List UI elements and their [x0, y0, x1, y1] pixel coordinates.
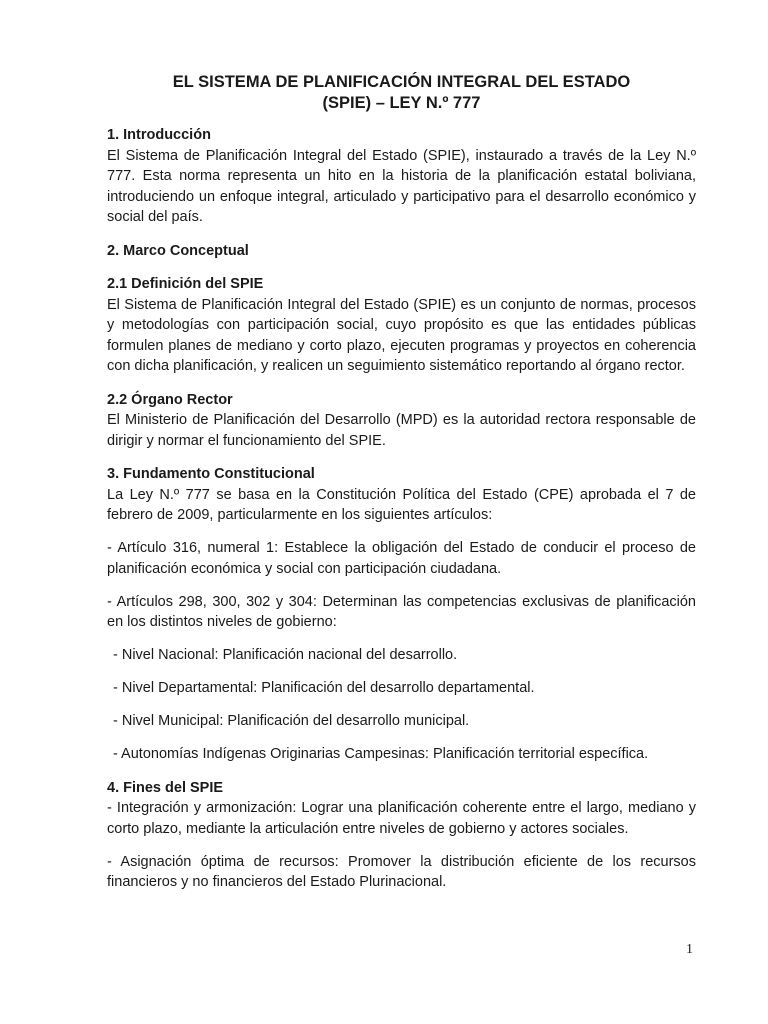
list-item-integracion: - Integración y armonización: Lograr una planificación coherente entre el largo, mediano y corto plazo, mediante la articulación entre niveles de gobierno y actores sociales. [107, 800, 696, 837]
title-line-2: (SPIE) – LEY N.º 777 [322, 94, 481, 112]
sub-item-nivel-municipal: - Nivel Municipal: Planificación del desarrollo municipal. [113, 713, 470, 729]
paragraph-introduccion: El Sistema de Planificación Integral del Estado (SPIE), instaurado a través de la Ley N.º 777. Esta norma representa un hito en la historia de la planificación estatal boliviana, introduciendo un enfoque integral, articulado y participativo para el desarrollo económico y social del país. [107, 147, 696, 225]
title-line-1: EL SISTEMA DE PLANIFICACIÓN INTEGRAL DEL ESTADO [172, 73, 631, 91]
sub-item-autonomias-indigenas: - Autonomías Indígenas Originarias Campesinas: Planificación territorial específica. [113, 746, 649, 762]
list-item-articulo-316: - Artículo 316, numeral 1: Establece la obligación del Estado de conducir el proceso de planificación económica y social con participación ciudadana. [107, 540, 696, 577]
heading-introduccion: 1. Introducción [107, 127, 211, 143]
document-title [107, 72, 696, 114]
sub-item-nivel-nacional: - Nivel Nacional: Planificación nacional del desarrollo. [113, 647, 458, 663]
page-number: 1 [686, 942, 693, 957]
paragraph-organo-rector: El Ministerio de Planificación del Desarrollo (MPD) es la autoridad rectora responsable de dirigir y normar el funcionamiento del SPIE. [107, 412, 696, 449]
heading-fundamento: 3. Fundamento Constitucional [107, 466, 315, 482]
heading-fines: 4. Fines del SPIE [107, 779, 224, 796]
heading-marco-conceptual: 2. Marco Conceptual [107, 242, 249, 259]
heading-definicion: 2.1 Definición del SPIE [107, 276, 264, 292]
list-item-articulos-competencias: - Artículos 298, 300, 302 y 304: Determinan las competencias exclusivas de planificación en los distintos niveles de gobierno: [107, 593, 696, 630]
list-item-asignacion: - Asignación óptima de recursos: Promover la distribución eficiente de los recursos financieros y no financieros del Estado Plurinacional. [107, 853, 696, 890]
document-body [107, 72, 696, 893]
paragraph-fundamento: La Ley N.º 777 se basa en la Constitución Política del Estado (CPE) aprobada el 7 de febrero de 2009, particularmente en los siguientes artículos: [107, 486, 696, 523]
paragraph-definicion: El Sistema de Planificación Integral del Estado (SPIE) es un conjunto de normas, procesos y metodologías con participación social, cuyo propósito es que las entidades públicas formulen planes de mediano y corto plazo, ejecuten programas y proyectos en coherencia con dicha planificación, y realicen un seguimiento sistemático reportando al órgano rector. [107, 296, 696, 374]
heading-organo-rector: 2.2 Órgano Rector [107, 391, 233, 408]
sub-item-nivel-departamental: - Nivel Departamental: Planificación del desarrollo departamental. [113, 680, 535, 696]
